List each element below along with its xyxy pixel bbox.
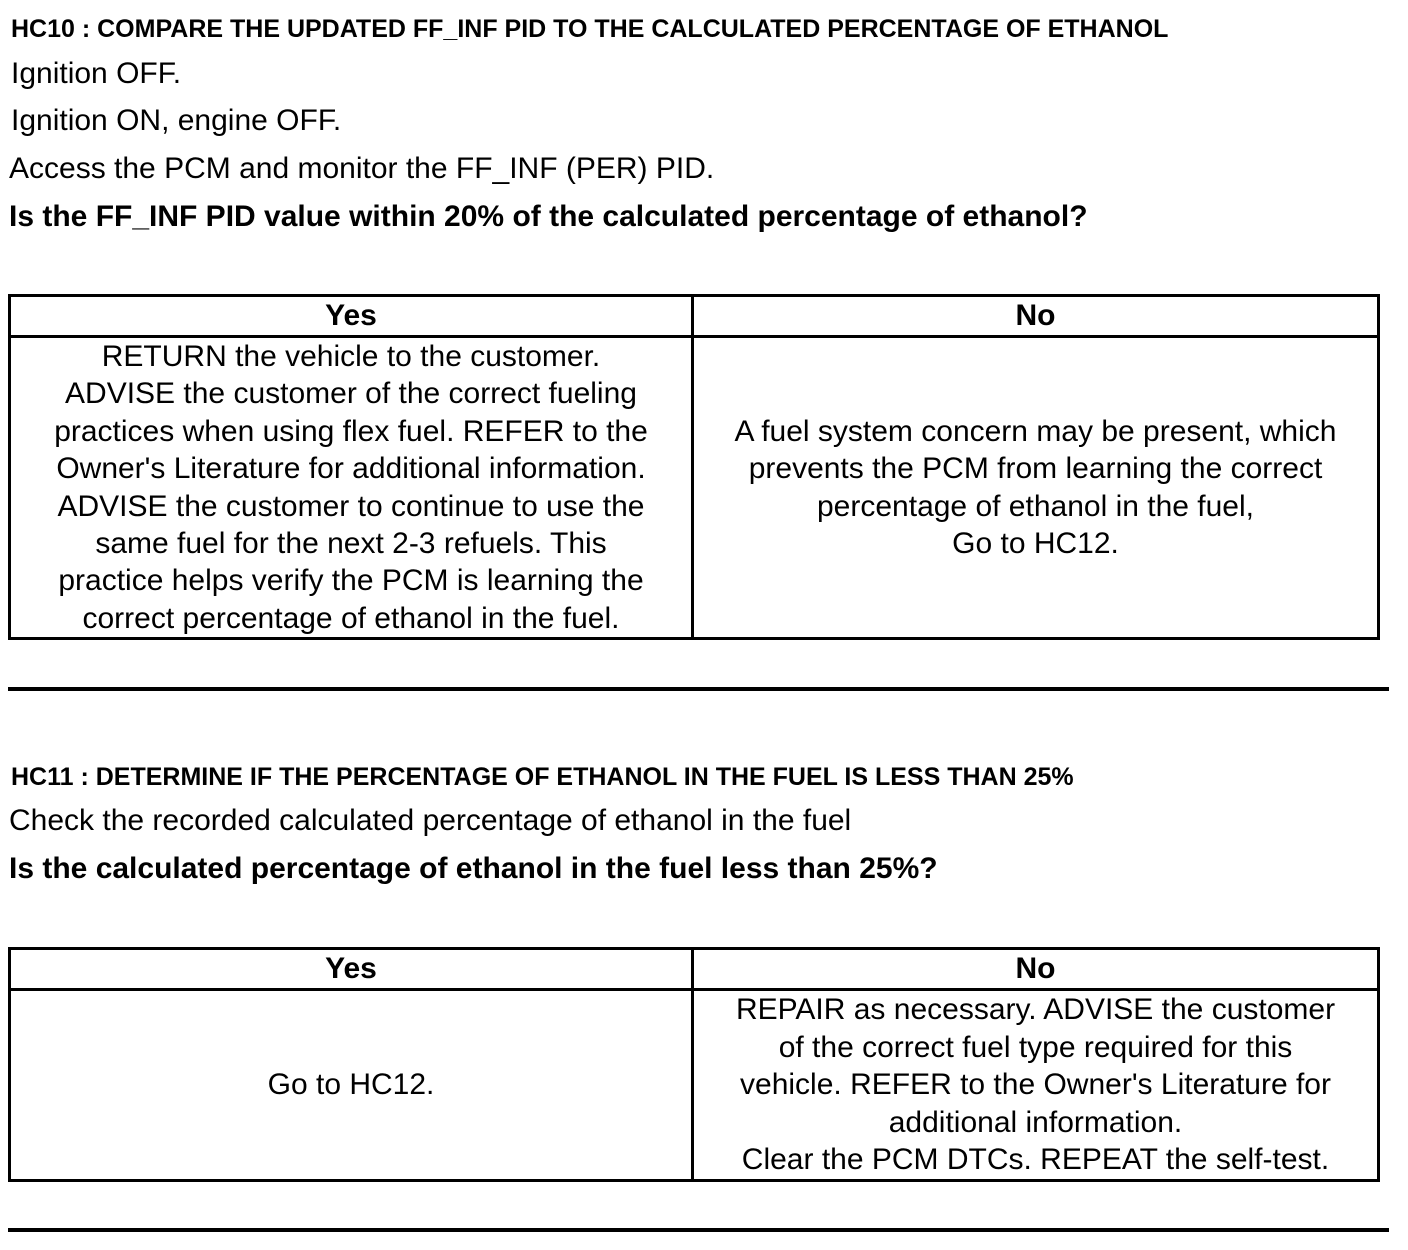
table-header-row (10, 296, 1379, 337)
table-row (10, 990, 1379, 1181)
hc10-yes-action: RETURN the vehicle to the customer. ADVISE the customer of the correct fueling practices when using flex fuel. REFER to the Owner's Literature for additional information. ADVISE the customer to continue to use the same fuel for the next 2-3 refuels. This practice helps verify the PCM is learning the correct percentage of ethanol in the fuel. (10, 337, 693, 639)
hc10-no-header: No (693, 296, 1379, 337)
hc11-step-title: HC11 : DETERMINE IF THE PERCENTAGE OF ETHANOL IN THE FUEL IS LESS THAN 25% (11, 763, 1074, 791)
hc11-no-action: REPAIR as necessary. ADVISE the customer of the correct fuel type required for this vehicle. REFER to the Owner's Literature for additional information. Clear the PCM DTCs. REPEAT the self-test. (693, 990, 1379, 1181)
table-row (10, 337, 1379, 639)
hc10-yes-header: Yes (10, 296, 693, 337)
hc11-question: Is the calculated percentage of ethanol in the fuel less than 25%? (9, 852, 938, 885)
hc10-instruction-2: Ignition ON, engine OFF. (11, 104, 342, 137)
section-divider (8, 1228, 1389, 1232)
section-divider (8, 687, 1389, 691)
table-header-row (10, 949, 1379, 990)
hc10-yes-no-table (8, 294, 1380, 640)
hc11-yes-header: Yes (10, 949, 693, 990)
hc10-question: Is the FF_INF PID value within 20% of the calculated percentage of ethanol? (9, 200, 1088, 233)
hc11-no-header: No (693, 949, 1379, 990)
hc10-instruction-1: Ignition OFF. (11, 57, 182, 90)
hc11-yes-action: Go to HC12. (10, 990, 693, 1181)
hc10-step-title: HC10 : COMPARE THE UPDATED FF_INF PID TO THE CALCULATED PERCENTAGE OF ETHANOL (11, 15, 1169, 43)
hc11-yes-no-table (8, 947, 1380, 1182)
hc10-no-action: A fuel system concern may be present, which prevents the PCM from learning the correct percentage of ethanol in the fuel, Go to HC12. (693, 337, 1379, 639)
hc10-instruction-3: Access the PCM and monitor the FF_INF (PER) PID. (9, 152, 715, 185)
hc11-instruction-1: Check the recorded calculated percentage of ethanol in the fuel (9, 804, 852, 837)
